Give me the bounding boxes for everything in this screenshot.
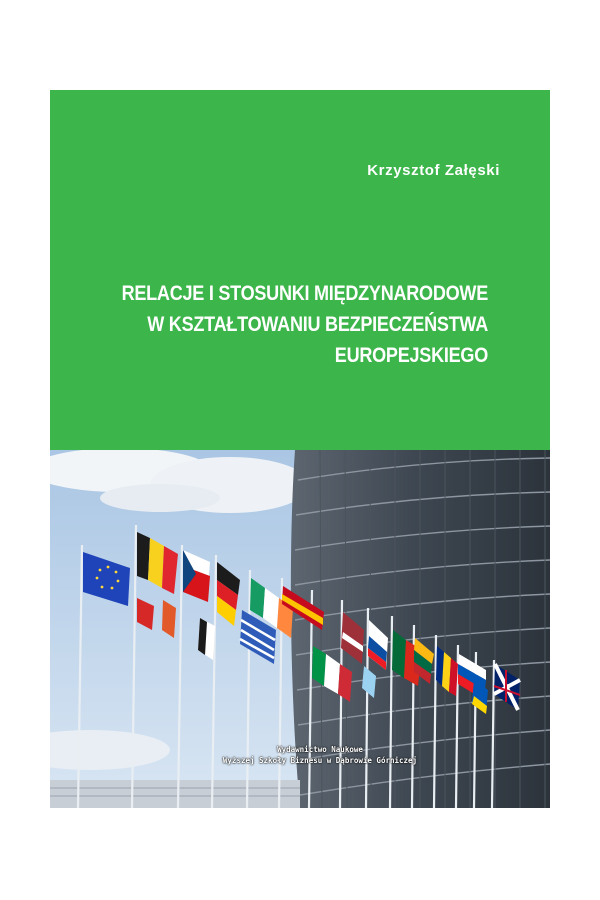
author-name: Krzysztof Załęski: [367, 162, 500, 179]
publisher-line-2: Wyższej Szkoły Biznesu w Dąbrowie Górniczej: [222, 756, 418, 765]
book-cover: [50, 90, 550, 808]
publisher-line-1: Wydawnictwo Naukowe: [277, 745, 363, 754]
title-line-2: W KSZTAŁTOWANIU BEZPIECZEŃSTWA: [147, 313, 488, 336]
title-line-3: EUROPEJSKIEGO: [334, 344, 488, 367]
publisher-imprint: [200, 744, 440, 766]
cover-photo: [50, 450, 550, 808]
title-panel: [50, 90, 550, 450]
book-title: [92, 278, 488, 371]
title-line-1: RELACJE I STOSUNKI MIĘDZYNARODOWE: [121, 282, 488, 305]
